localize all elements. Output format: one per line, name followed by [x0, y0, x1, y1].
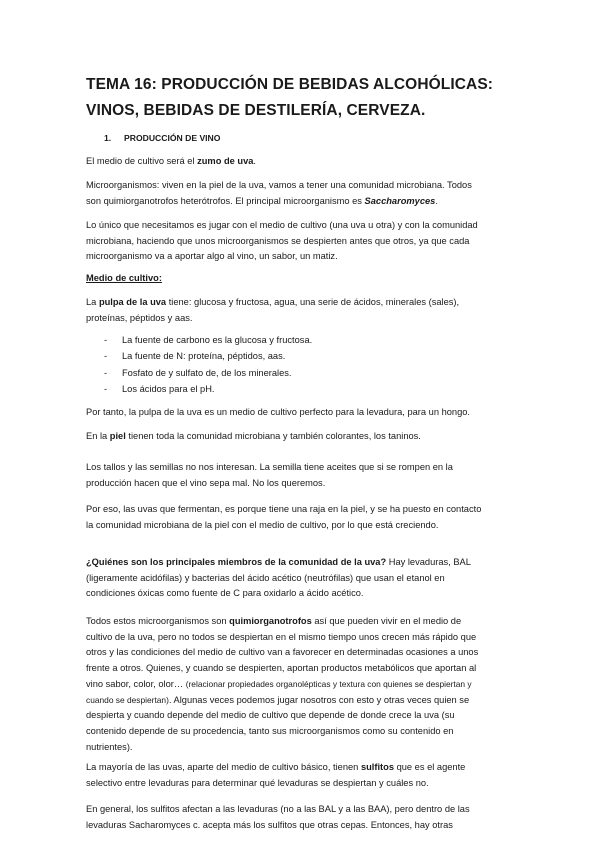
text-line: selectivo entre levaduras para determinar qué levaduras se despiertan y cuáles no.	[86, 777, 429, 788]
dash-marker: -	[104, 367, 108, 378]
text-line: contenido depende de su procedencia, tanto sus microorganismos como su contenido en	[86, 725, 454, 736]
text-line: nutrientes).	[86, 741, 133, 752]
dash-marker: -	[104, 335, 108, 345]
paragraph-comunidad	[86, 218, 526, 265]
section-heading	[104, 133, 220, 143]
list-item-text: Fosfato de y sulfato de, de los minerales.	[122, 367, 292, 378]
text-line: levaduras Sacharomyces c. acepta más los sulfitos que otras cepas. Entonces, hay otras	[86, 819, 453, 830]
text-line: producción hacen que el vino sepa mal. No los queremos.	[86, 477, 326, 488]
bold-term: sulfitos	[360, 762, 394, 772]
species-name: Saccharomyces	[364, 195, 436, 206]
section-number: 1.	[104, 133, 112, 143]
text-line: condiciones óxicas como fuente de C para oxidarlo a ácido acético.	[86, 588, 364, 599]
list-item	[104, 332, 312, 348]
text-span: que es el agente	[394, 762, 466, 772]
text-span: .	[435, 195, 438, 206]
text-line: frente a otros. Quienes, y cuando se despierten, aportan productos metabólicos que aportan al	[86, 663, 477, 674]
text-line: la comunidad microbiana de la piel con el medio de cultivo, por lo que está creciendo.	[86, 519, 439, 530]
paragraph-en-general	[86, 802, 526, 833]
small-note: (relacionar propiedades organolépticas y textura con quienes se despiertan y	[185, 678, 472, 689]
dash-marker: -	[104, 351, 108, 362]
bold-term: zumo de uva	[197, 156, 254, 166]
text-span: .	[253, 156, 257, 166]
text-span: La mayoría de las uvas, aparte del medio de cultivo básico, tienen	[86, 762, 361, 772]
text-span: El medio de cultivo será el	[86, 156, 198, 166]
text-span: . Algunas veces podemos jugar nosotros con esto y otras veces quien se	[168, 694, 470, 705]
list-item-text: La fuente de N: proteína, péptidos, aas.	[122, 351, 286, 362]
text-line: En general, los sulfitos afectan a las levaduras (no a las BAL y a las BAA), pero dentro de las	[86, 804, 470, 814]
small-note: cuando se despiertan)	[86, 694, 169, 705]
nutrient-list	[104, 332, 312, 397]
text-span: tienen toda la comunidad microbiana y también colorantes, los taninos.	[125, 431, 421, 441]
paragraph-por-tanto	[86, 405, 526, 421]
paragraph-quienes	[86, 555, 526, 602]
text-line: Los tallos y las semillas no nos interesan. La semilla tiene aceites que si se rompen en la	[86, 462, 453, 472]
text-line: Microorganismos: viven en la piel de la uva, vamos a tener una comunidad microbiana. Todos	[86, 180, 472, 190]
paragraph-fermentan	[86, 502, 526, 533]
title-line-1: TEMA 16: PRODUCCIÓN DE BEBIDAS ALCOHÓLICAS:	[86, 76, 494, 93]
text-span: La	[86, 297, 99, 307]
paragraph-quimiorganotrofos	[86, 614, 526, 755]
subheading-medio-cultivo	[86, 271, 526, 287]
list-item-text: Los ácidos para el pH.	[122, 383, 215, 394]
subheading-text: Medio de cultivo:	[86, 273, 162, 283]
paragraph-sulfitos	[86, 760, 526, 791]
page-title	[86, 72, 546, 124]
text-span: Todos estos microorganismos son	[86, 616, 230, 626]
text-line: microorganismo va a aportar algo al vino, un sabor, un matiz.	[86, 251, 338, 262]
text-line: despierta y cuando depende del medio de cultivo que depende de donde crece la uva (su	[86, 710, 455, 721]
list-item	[104, 365, 312, 381]
list-item	[104, 381, 312, 397]
text-line: Por eso, las uvas que fermentan, es porque tiene una raja en la piel, y se ha puesto en contacto	[86, 504, 482, 514]
text-line: Lo único que necesitamos es jugar con el medio de cultivo (una uva u otra) y con la comunidad	[86, 220, 478, 230]
title-line-2: VINOS, BEBIDAS DE DESTILERÍA, CERVEZA.	[86, 102, 426, 119]
bold-term: piel	[109, 431, 126, 441]
text-line: microbiana, haciendo que unos microorganismos se despierten antes que otros, ya que cada	[86, 235, 470, 246]
text-line: Por tanto, la pulpa de la uva es un medio de cultivo perfecto para la levadura, para un hongo.	[86, 407, 471, 417]
text-span: tiene: glucosa y fructosa, agua, una serie de ácidos, minerales (sales),	[166, 297, 460, 307]
paragraph-microorganismos	[86, 178, 526, 209]
text-line: (ligeramente acidófilas) y bacterias del ácido acético (neutrófilas) que usan el etanol en	[86, 572, 445, 583]
dash-marker: -	[104, 383, 108, 394]
text-span: vino sabor, color, olor…	[86, 678, 186, 689]
paragraph-piel	[86, 429, 526, 445]
text-span: Hay levaduras, BAL	[386, 557, 471, 567]
text-span: así que pueden vivir en el medio de	[311, 616, 462, 626]
paragraph-pulpa	[86, 295, 526, 326]
paragraph-medio	[86, 154, 526, 170]
text-span: son quimiorganotrofos heterótrofos. El principal microorganismo es	[86, 195, 365, 206]
bold-term: pulpa de la uva	[98, 297, 167, 307]
list-item	[104, 348, 312, 364]
bold-term: quimiorganotrofos	[229, 616, 312, 626]
bold-question: ¿Quiénes son los principales miembros de la comunidad de la uva?	[86, 557, 387, 567]
list-item-text: La fuente de carbono es la glucosa y fructosa.	[122, 335, 313, 345]
text-span: En la	[86, 431, 110, 441]
paragraph-tallos	[86, 460, 526, 491]
section-label: PRODUCCIÓN DE VINO	[124, 133, 221, 143]
text-line: cultivo de la uva, pero no todos se despiertan en el mismo tiempo unos crecen más rápido que	[86, 631, 477, 642]
text-line: otros y las condiciones del medio de cultivo van a favorecer en determinadas ocasiones a unos	[86, 647, 479, 658]
text-line: proteínas, péptidos y aas.	[86, 312, 193, 323]
